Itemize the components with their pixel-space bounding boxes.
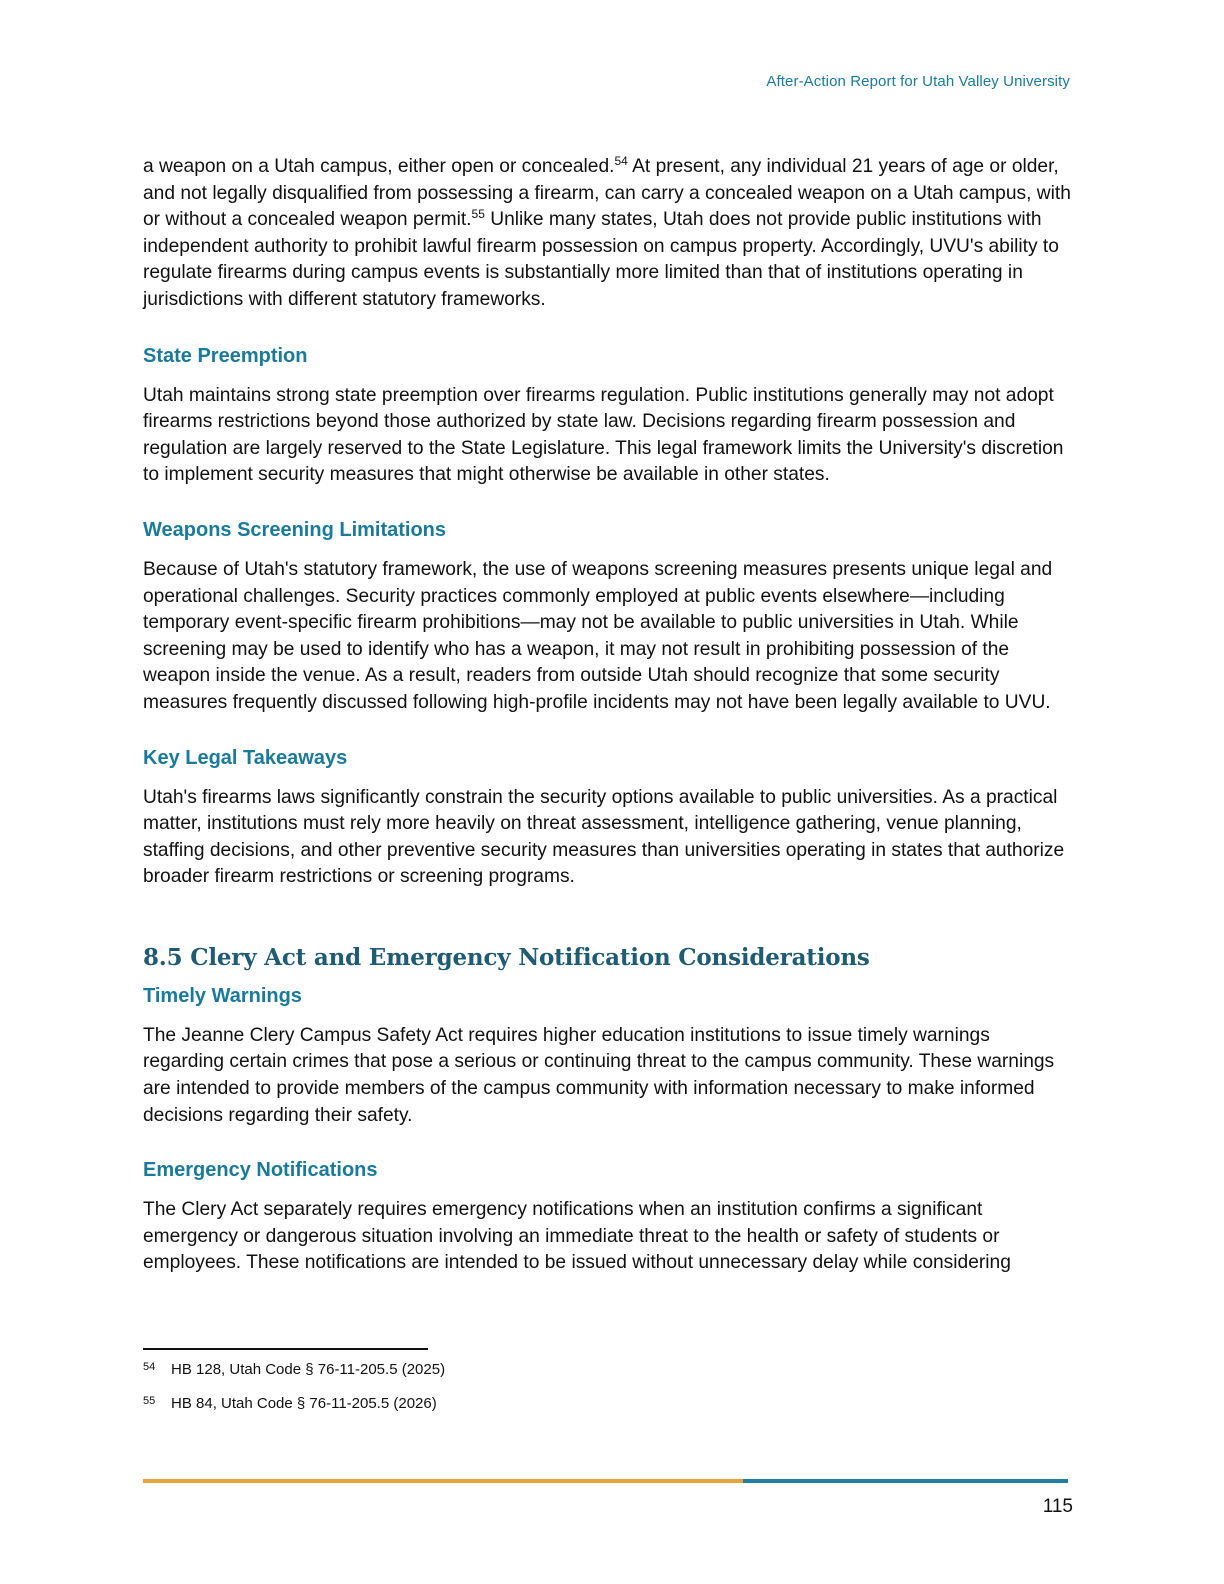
heading-emergency-notifications: Emergency Notifications: [143, 1159, 378, 1182]
paragraph-state-preemption: Utah maintains strong state preemption over firearms regulation. Public institutions generally may not adopt firearms restrictions beyond those authorized by state law. Decisions regarding firearm possession and regulation are largely reserved to the State Legislature. This legal framework limits the University's discretion to implement security measures that might otherwise be available in other states.: [143, 384, 1064, 486]
heading-timely-warnings: Timely Warnings: [143, 984, 302, 1007]
paragraph-emergency-notifications: The Clery Act separately requires emergency notifications when an institution confirms a significant emergency or dangerous situation involving an immediate threat to the health or safety of students or employees. These notifications are intended to be issued without unnecessary delay while considering: [143, 1199, 1011, 1274]
running-header: After-Action Report for Utah Valley University: [766, 73, 1070, 90]
intro-paragraph: [143, 154, 1073, 314]
heading-key-takeaways: Key Legal Takeaways: [143, 746, 348, 769]
page-content: [143, 154, 1073, 1277]
footnote-number: 55: [143, 1395, 156, 1407]
footnote-text: HB 84, Utah Code § 76-11-205.5 (2026): [171, 1395, 437, 1412]
intro-text-3: Unlike many states, Utah does not provide public institutions with independent authority to prohibit lawful firearm possession on campus property. Accordingly, UVU's ability to regulate firearms during campus events is substantially more limited than that of institutions operating in jurisdictions with different statutory frameworks.: [143, 209, 1059, 310]
footnote-number: 54: [143, 1361, 156, 1373]
footnote-ref-55[interactable]: 55: [471, 207, 485, 222]
footnote-text: HB 128, Utah Code § 76-11-205.5 (2025): [171, 1361, 446, 1378]
footnote-ref-54[interactable]: 54: [614, 154, 628, 168]
paragraph-timely-warnings: The Jeanne Clery Campus Safety Act requires higher education institutions to issue timely warnings regarding certain crimes that pose a serious or continuing threat to the campus community. These warnings are intended to provide members of the campus community with information necessary to make informed decisions regarding their safety.: [143, 1024, 1055, 1126]
footer-accent-bar: [143, 1479, 1068, 1483]
footer-bar-blue: [743, 1479, 1068, 1483]
footnote-divider: [143, 1348, 428, 1350]
footnotes: [143, 1360, 1043, 1428]
intro-text-1: a weapon on a Utah campus, either open or concealed.: [143, 156, 615, 177]
footnote-54: [143, 1360, 1043, 1380]
intro-text-2: At present, any individual 21 years of age or older, and not legally disqualified from possessing a firearm, can carry a concealed weapon on a Utah campus, with or without a concealed weapon permit.: [143, 156, 1071, 231]
page-number: 115: [1042, 1496, 1073, 1517]
heading-weapons-screening: Weapons Screening Limitations: [143, 518, 447, 541]
footnote-55: [143, 1394, 1043, 1414]
paragraph-weapons-screening: Because of Utah's statutory framework, the use of weapons screening measures presents unique legal and operational challenges. Security practices commonly employed at public events elsewhere—including temporary event-specific firearm prohibitions—may not be available to public universities in Utah. While screening may be used to identify who has a weapon, it may not result in prohibiting possession of the weapon inside the venue. As a result, readers from outside Utah should recognize that some security measures frequently discussed following high-profile incidents may not have been legally available to UVU.: [143, 558, 1053, 713]
heading-state-preemption: State Preemption: [143, 344, 308, 367]
paragraph-key-takeaways: Utah's firearms laws significantly constrain the security options available to public universities. As a practical matter, institutions must rely more heavily on threat assessment, intelligence gathering, venue planning, staffing decisions, and other preventive security measures than universities operating in states that authorize broader firearm restrictions or screening programs.: [143, 786, 1065, 888]
footer-bar-gold: [143, 1479, 743, 1483]
section-heading-clery: 8.5 Clery Act and Emergency Notification Considerations: [143, 943, 870, 971]
